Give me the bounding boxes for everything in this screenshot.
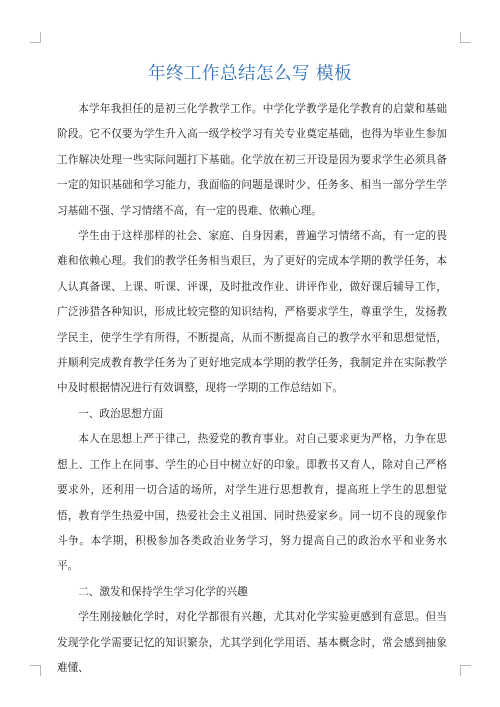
section-heading-interest: 二、激发和保持学生学习化学的兴趣 bbox=[78, 585, 248, 598]
paragraph-interest: 学生刚接触化学时，对化学都很有兴趣，尤其对化学实验更感到有意思。但当发现学化学需要记忆的知识繁杂，尤其学到化学用语、基本概念时，常会感到抽象难懂、 bbox=[57, 611, 447, 674]
paragraph-intro: 本学年我担任的是初三化学教学工作。中学化学教学是化学教育的启蒙和基础阶段。它不仅要为学生升入高一级学校学习有关专业奠定基础，也得为毕业生参加工作解决处理一些实际问题打下基础。化学放在初三开设是因为要求学生必须具备一定的知识基础和学习能力，我面临的问题是课时少、任务多、相当一部分学生学习基础不强、学习情绪不高，有一定的畏难、依赖心理。 bbox=[57, 103, 447, 217]
section-heading-political: 一、政治思想方面 bbox=[78, 407, 163, 420]
paragraph-background: 学生由于这样那样的社会、家庭、自身因素，普遍学习情绪不高，有一定的畏难和依赖心理。我们的教学任务相当艰巨，为了更好的完成本学期的教学任务，本人认真备课、上课、听课、评课，及时批改作业、讲评作业，做好课后辅导工作，广泛涉猎各种知识，形成比较完整的知识结构，严格要求学生，尊重学生，发扬教学民主，使学生学有所得，不断提高，从而不断提高自己的教学水平和思想觉悟，并顺利完成教育教学任务为了更好地完成本学期的教学任务，我制定并在实际教学中及时根据情况进行有效调整，现将一学期的工作总结如下。 bbox=[57, 230, 447, 395]
crop-mark-top-left bbox=[30, 32, 41, 43]
crop-mark-top-right bbox=[460, 32, 471, 43]
crop-mark-bottom-right bbox=[460, 665, 471, 676]
paragraph-political: 本人在思想上严于律己，热爱党的教育事业。对自己要求更为严格，力争在思想上、工作上在同事、学生的心目中树立好的印象。即教书又育人，除对自己严格要求外，还利用一切合适的场所，对学生进行思想教育，提高班上学生的思想觉悟，教育学生热爱中国，热爱社会主义祖国、同时热爱家乡。同一切不良的现象作斗争。本学期，积极参加各类政治业务学习，努力提高自己的政治水平和业务水平。 bbox=[57, 433, 447, 573]
crop-mark-bottom-left bbox=[30, 665, 41, 676]
document-body bbox=[57, 97, 447, 681]
document-title: 年终工作总结怎么写 模板 bbox=[147, 64, 353, 84]
